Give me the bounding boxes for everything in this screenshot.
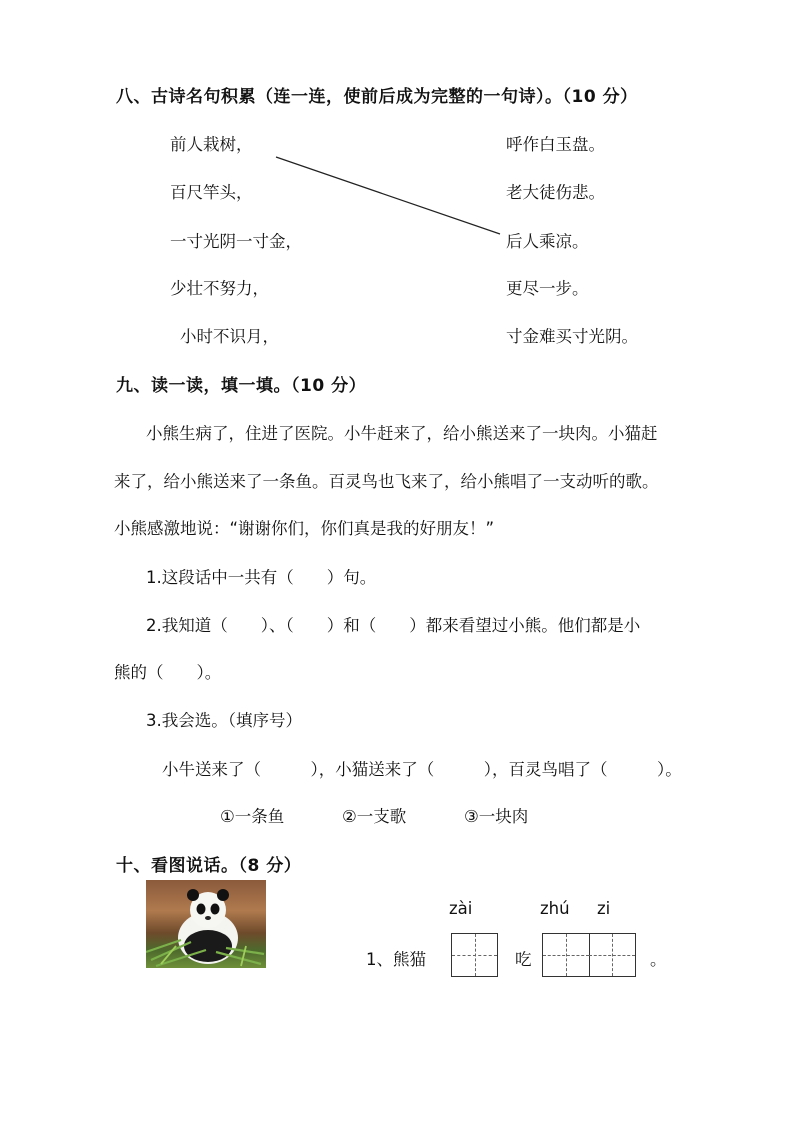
passage-line-2: 来了，给小熊送来了一条鱼。百灵鸟也飞来了，给小熊唱了一支动听的歌。 [114,472,659,491]
poem-right-4: 更尽一步。 [506,279,589,298]
matching-line-svg [0,0,794,400]
question-2-line-2: 熊的（ ）。 [114,663,222,682]
passage-line-3: 小熊感激地说：“谢谢你们，你们真是我的好朋友！” [114,519,495,538]
option-1: ①一条鱼 [220,807,285,826]
poem-left-3: 一寸光阴一寸金， [170,232,302,251]
poem-right-2: 老大徒伤悲。 [506,183,605,202]
poem-left-2: 百尺竿头， [170,183,253,202]
poem-left-5: 小时不识月， [180,327,279,346]
panda-photo [146,880,266,968]
question-3: 3.我会选。（填序号） [146,711,302,730]
pinyin-zi: zi [597,899,611,918]
writing-box-zai[interactable] [451,933,498,977]
panda-illustration [146,880,266,968]
section-8-heading: 八、古诗名句积累（连一连，使前后成为完整的一句诗）。（10 分） [116,87,638,107]
writing-cell[interactable] [589,934,635,976]
poem-left-4: 少壮不努力， [170,279,269,298]
sentence-mid: 吃 [515,950,532,969]
poem-left-1: 前人栽树， [170,135,253,154]
sentence-start: 1、熊猫 [366,950,426,969]
passage-line-1: 小熊生病了，住进了医院。小牛赶来了，给小熊送来了一块肉。小猫赶 [146,424,658,443]
question-2-line-1: 2.我知道（ ）、（ ）和（ ）都来看望过小熊。他们都是小 [146,616,641,635]
writing-cell[interactable] [452,934,497,976]
option-3: ③一块肉 [464,807,529,826]
pinyin-zai: zài [449,899,473,918]
poem-right-3: 后人乘凉。 [506,232,589,251]
writing-cell[interactable] [543,934,590,976]
question-3-blanks: 小牛送来了（ ），小猫送来了（ ），百灵鸟唱了（ ）。 [162,760,682,779]
poem-right-5: 寸金难买寸光阴。 [506,327,638,346]
sentence-end: 。 [650,950,667,969]
section-10-heading: 十、看图说话。（8 分） [116,856,302,876]
section-9-heading: 九、读一读，填一填。（10 分） [116,376,367,396]
option-2: ②一支歌 [342,807,407,826]
poem-right-1: 呼作白玉盘。 [506,135,605,154]
writing-box-zhuzi[interactable] [542,933,636,977]
matching-line [276,157,500,234]
question-1: 1.这段话中一共有（ ）句。 [146,568,377,587]
pinyin-zhu: zhú [540,899,570,918]
